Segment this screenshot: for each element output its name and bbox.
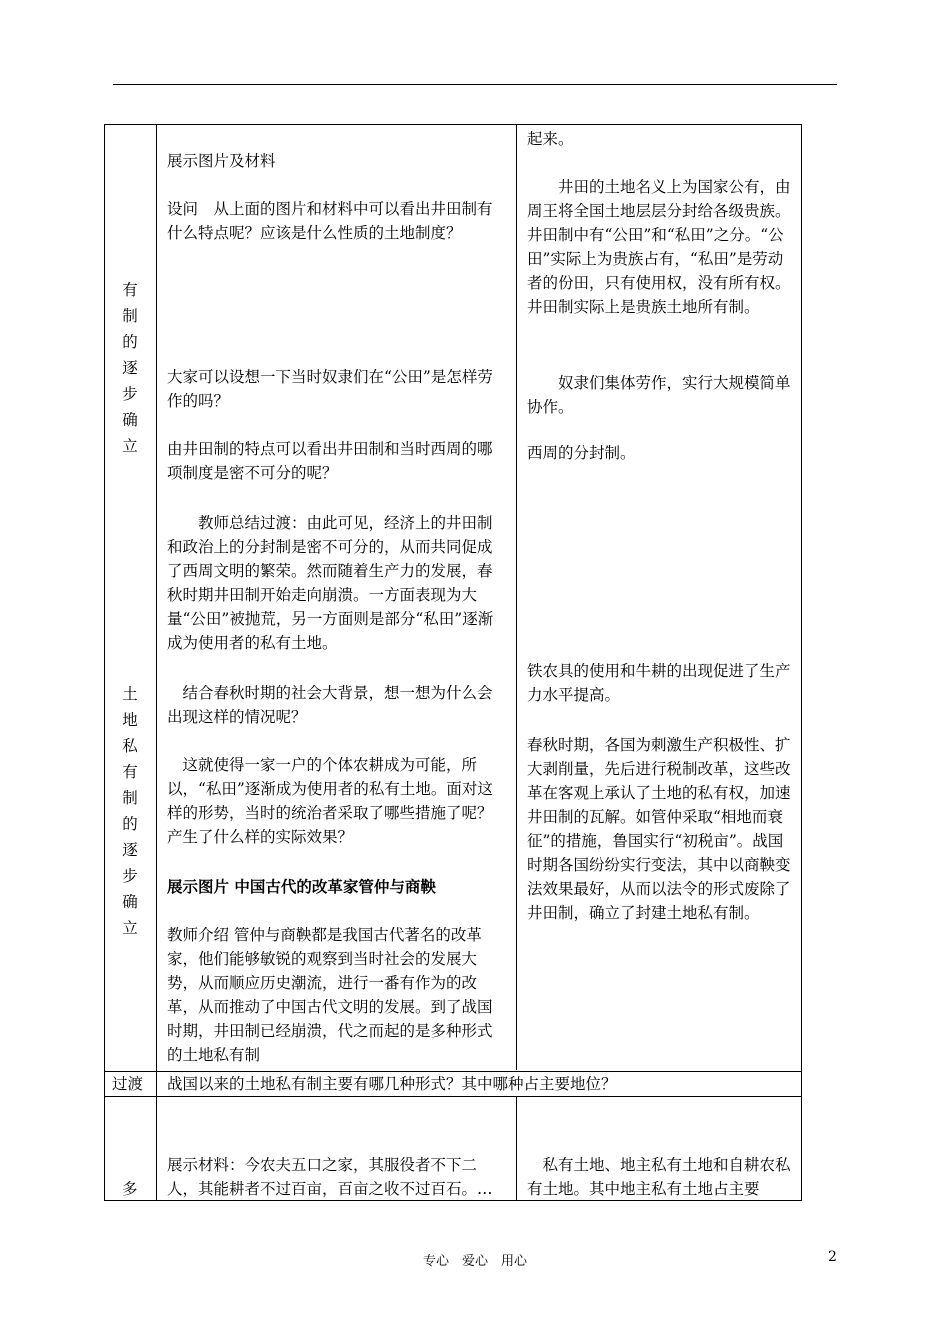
vertical-label-char: 确 [122, 893, 138, 911]
page-number: 2 [828, 1249, 837, 1265]
section-label-transition: 过渡 [112, 1075, 144, 1093]
vertical-label-char: 逐 [122, 841, 138, 859]
row-divider-2 [105, 1096, 801, 1097]
vertical-label-char: 立 [122, 919, 138, 937]
vertical-label-char: 有 [122, 763, 138, 781]
mid-paragraph-5: 教师总结过渡：由此可见，经济上的井田制和政治上的分封制是密不可分的，从而共同促成了西周文明的繁荣。然而随着生产力的发展，春秋时期井田制开始走向崩溃。一方面表现为大量“公田”被抛荒，另一方面则是部分“私田”逐渐成为使用者的私有土地。 [167, 514, 494, 652]
vertical-label-char: 立 [122, 437, 138, 455]
mid-paragraph-10: 展示材料：今农夫五口之家，其服役者不下二人，其能耕者不过百亩，百亩之收不过百石。… [167, 1156, 493, 1198]
right-paragraph-7: 私有土地、地主私有土地和自耕农私有土地。其中地主私有土地占主要 [527, 1156, 791, 1198]
vertical-label-char: 有 [122, 281, 138, 299]
vertical-label-char: 逐 [122, 359, 138, 377]
right-paragraph-1: 起来。 [527, 130, 574, 148]
mid-heading-images: 展示图片 中国古代的改革家管仲与商鞅 [167, 877, 436, 896]
section-label-4: 多 [122, 1180, 138, 1198]
vertical-label-char: 制 [122, 307, 138, 325]
right-paragraph-3: 奴隶们集体劳作，实行大规模简单协作。 [527, 374, 791, 416]
column-divider-1 [156, 125, 157, 1200]
vertical-label-char: 地 [122, 711, 138, 729]
mid-paragraph-9: 教师介绍 管仲与商鞅都是我国古代著名的改革家，他们能够敏锐的观察到当时社会的发展大势，从而顺应历史潮流，进行一番有作为的改革，从而推动了中国古代文明的发展。到了战国时期，井田制已经崩溃，代之而起的是多种形式的土地私有制 [167, 926, 493, 1064]
vertical-label-char: 的 [122, 815, 138, 833]
mid-paragraph-6: 结合春秋时期的社会大背景，想一想为什么会出现这样的情况呢？ [167, 684, 493, 726]
vertical-label-char: 制 [122, 789, 138, 807]
right-paragraph-2: 井田的土地名义上为国家公有，由周王将全国土地层层分封给各级贵族。井田制中有“公田”和“私田”之分。“公田”实际上为贵族占有，“私田”是劳动者的份田，只有使用权，没有所有权。井田制实际上是贵族土地所有制。 [527, 178, 791, 316]
mid-paragraph-3: 大家可以设想一下当时奴隶们在“公田”是怎样劳作的吗？ [167, 368, 493, 410]
vertical-label-char: 步 [122, 385, 138, 403]
section-label-1 [120, 277, 140, 459]
mid-paragraph-1: 展示图片及材料 [167, 152, 276, 170]
vertical-label-char: 步 [122, 867, 138, 885]
header-rule [113, 84, 837, 85]
vertical-label-char: 的 [122, 333, 138, 351]
footer-motto: 专心 爱心 用心 [422, 1254, 527, 1269]
transition-question: 战国以来的土地私有制主要有哪几种形式？其中哪种占主要地位？ [167, 1075, 617, 1093]
mid-paragraph-2: 设问 从上面的图片和材料中可以看出井田制有什么特点呢？应该是什么性质的土地制度？ [167, 200, 493, 242]
right-paragraph-4: 西周的分封制。 [527, 444, 636, 462]
vertical-label-char: 私 [122, 737, 138, 755]
mid-paragraph-4: 由井田制的特点可以看出井田制和当时西周的哪项制度是密不可分的呢？ [167, 440, 493, 482]
section-label-2 [120, 681, 140, 941]
vertical-label-char: 确 [122, 411, 138, 429]
lesson-table [104, 124, 802, 1201]
right-paragraph-6: 春秋时期，各国为刺激生产积极性、扩大剥削量，先后进行税制改革，这些改革在客观上承认了土地的私有权，加速井田制的瓦解。如管仲采取“相地而衰征”的措施，鲁国实行“初税亩”。战国时期各国纷纷实行变法，其中以商鞅变法效果最好，从而以法令的形式废除了井田制，确立了封建土地私有制。 [527, 736, 791, 922]
right-paragraph-5: 铁农具的使用和牛耕的出现促进了生产力水平提高。 [527, 662, 791, 704]
mid-paragraph-7: 这就使得一家一户的个体农耕成为可能，所以，“私田”逐渐成为使用者的私有土地。面对这样的形势，当时的统治者采取了哪些措施了呢？产生了什么样的实际效果？ [167, 756, 493, 846]
column-divider-2 [516, 125, 517, 1070]
column-divider-2b [516, 1096, 517, 1200]
vertical-label-char: 土 [122, 685, 138, 703]
